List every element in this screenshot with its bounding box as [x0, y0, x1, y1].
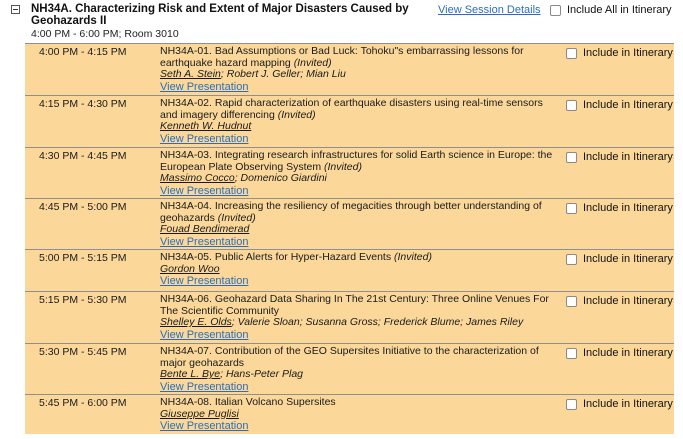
presentation-details	[160, 397, 560, 432]
view-presentation-link[interactable]: View Presentation	[160, 275, 249, 287]
presentation-time: 5:45 PM - 6:00 PM	[39, 397, 127, 409]
presentation-details	[160, 294, 560, 341]
presentation-authors	[160, 264, 560, 276]
presentation-title: NH34A-05. Public Alerts for Hyper-Hazard Events (Invited)	[160, 251, 432, 263]
presentation-time: 4:45 PM - 5:00 PM	[39, 201, 127, 213]
session-title: NH34A. Characterizing Risk and Extent of Major Disasters Caused by Geohazards II	[31, 3, 409, 27]
include-all-control[interactable]	[550, 4, 672, 16]
presenter-name: Bente L. Bye	[160, 368, 221, 380]
view-session-details-link[interactable]: View Session Details	[438, 4, 541, 16]
presenter-name: Seth A. Stein	[160, 68, 221, 80]
presenter-name: Shelley E. Olds	[160, 316, 232, 328]
include-in-itinerary-control[interactable]	[566, 347, 673, 359]
coauthors: ; Domenico Giardini	[234, 172, 327, 184]
presentation-details	[160, 346, 560, 393]
presentation-authors	[160, 369, 560, 381]
invited-tag: (Invited)	[394, 251, 432, 263]
presentation-time: 4:15 PM - 4:30 PM	[39, 98, 127, 110]
include-checkbox[interactable]	[566, 399, 577, 410]
include-label: Include in Itinerary	[583, 202, 673, 214]
presentation-details	[160, 252, 560, 287]
presentation-details	[160, 201, 560, 248]
include-checkbox[interactable]	[566, 348, 577, 359]
session-header	[0, 0, 683, 44]
presentation-title: NH34A-07. Contribution of the GEO Supersites Initiative to the characterization of major geohazards	[160, 345, 539, 369]
include-in-itinerary-control[interactable]	[566, 99, 673, 111]
presenter-name: Massimo Cocco	[160, 172, 235, 184]
session-time-room: 4:00 PM - 6:00 PM; Room 3010	[31, 28, 179, 40]
view-presentation-link[interactable]: View Presentation	[160, 328, 249, 341]
include-all-label: Include All in Itinerary	[567, 4, 672, 16]
presenter-name: Gordon Woo	[160, 262, 220, 275]
presentation-time: 4:00 PM - 4:15 PM	[39, 46, 127, 58]
include-label: Include in Itinerary	[583, 398, 673, 410]
view-presentation-link[interactable]: View Presentation	[160, 380, 249, 393]
presentation-row	[25, 147, 674, 199]
presentation-details	[160, 46, 560, 93]
presentation-title: NH34A-01. Bad Assumptions or Bad Luck: Tohoku"s embarrassing lessons for earthquake hazard mapping (Invited)	[160, 45, 524, 69]
presentation-authors	[160, 317, 560, 329]
include-in-itinerary-control[interactable]	[566, 47, 673, 59]
include-label: Include in Itinerary	[583, 253, 673, 265]
include-all-checkbox[interactable]	[550, 5, 561, 16]
include-label: Include in Itinerary	[583, 347, 673, 359]
presentation-list	[25, 43, 674, 434]
invited-tag: (Invited)	[324, 160, 362, 173]
presentation-row	[25, 95, 674, 148]
invited-tag: (Invited)	[277, 108, 316, 121]
presentation-time: 5:15 PM - 5:30 PM	[39, 294, 127, 306]
presentation-authors	[160, 121, 560, 133]
view-presentation-link[interactable]: View Presentation	[160, 184, 249, 197]
view-presentation-link[interactable]: View Presentation	[160, 235, 249, 248]
include-checkbox[interactable]	[566, 203, 577, 214]
include-checkbox[interactable]	[566, 100, 577, 111]
include-label: Include in Itinerary	[583, 151, 673, 163]
presentation-row	[25, 291, 674, 344]
presenter-name: Kenneth W. Hudnut	[160, 120, 252, 132]
presentation-title: NH34A-03. Integrating research infrastructures for solid Earth science in Europe: the European Plate Observing System (Invited)	[160, 149, 553, 173]
include-in-itinerary-control[interactable]	[566, 295, 673, 307]
include-in-itinerary-control[interactable]	[566, 202, 673, 214]
presentation-details	[160, 150, 560, 197]
presentation-details	[160, 98, 560, 145]
include-checkbox[interactable]	[566, 254, 577, 265]
presentation-time: 5:00 PM - 5:15 PM	[39, 252, 127, 264]
presentation-row	[25, 394, 674, 435]
presentation-authors	[160, 409, 560, 421]
include-in-itinerary-control[interactable]	[566, 253, 673, 265]
include-label: Include in Itinerary	[583, 99, 673, 111]
presentation-authors	[160, 69, 560, 81]
presentation-authors	[160, 173, 560, 185]
include-checkbox[interactable]	[566, 296, 577, 307]
coauthors: ; Robert J. Geller; Mian Liu	[220, 68, 346, 80]
presentation-title: NH34A-02. Rapid characterization of earthquake disasters using real-time sensors and imagery differencing (Invited)	[160, 97, 543, 121]
presentation-authors	[160, 224, 560, 236]
presentation-row	[25, 249, 674, 292]
collapse-toggle-icon[interactable]	[11, 5, 20, 14]
invited-tag: (Invited)	[217, 211, 256, 224]
include-label: Include in Itinerary	[583, 47, 673, 59]
include-in-itinerary-control[interactable]	[566, 151, 673, 163]
presenter-name: Giuseppe Puglisi	[160, 407, 239, 420]
coauthors: ; Valerie Sloan; Susanna Gross; Frederick Blume; James Riley	[231, 316, 524, 328]
presentation-row	[25, 43, 674, 96]
include-checkbox[interactable]	[566, 152, 577, 163]
presenter-name: Fouad Bendimerad	[160, 223, 250, 235]
presentation-row	[25, 343, 674, 395]
view-presentation-link[interactable]: View Presentation	[160, 132, 249, 145]
presentation-title: NH34A-06. Geohazard Data Sharing In The 21st Century: Three Online Venues For The Scientific Community	[160, 293, 549, 317]
coauthors: ; Hans-Peter Plag	[220, 368, 303, 380]
presentation-title: NH34A-04. Increasing the resiliency of megacities through better understanding of geohazards (Invited)	[160, 200, 542, 224]
include-checkbox[interactable]	[566, 48, 577, 59]
invited-tag: (Invited)	[293, 56, 332, 69]
presentation-title: NH34A-08. Italian Volcano Supersites	[160, 396, 336, 408]
view-presentation-link[interactable]: View Presentation	[160, 420, 249, 432]
presentation-row	[25, 198, 674, 250]
include-label: Include in Itinerary	[583, 295, 673, 307]
view-presentation-link[interactable]: View Presentation	[160, 80, 249, 93]
presentation-time: 5:30 PM - 5:45 PM	[39, 346, 127, 358]
presentation-time: 4:30 PM - 4:45 PM	[39, 150, 127, 162]
include-in-itinerary-control[interactable]	[566, 398, 673, 410]
